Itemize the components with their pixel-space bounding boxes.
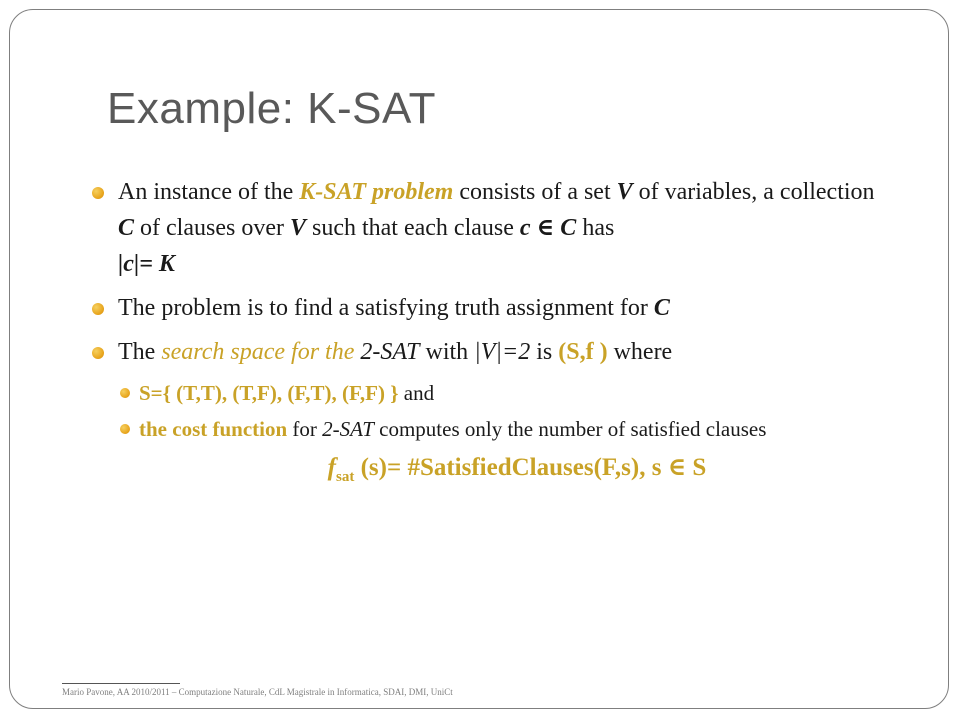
sub-bullet-cost-function — [120, 414, 882, 444]
footer-rule — [62, 683, 180, 684]
text-run: of clauses over — [134, 215, 290, 241]
text-run: has — [576, 215, 615, 241]
clause-membership: c ∈ C — [519, 215, 577, 241]
text-run: with — [419, 339, 475, 365]
text-run: for — [287, 417, 323, 441]
formula-body: (s)= #SatisfiedClauses(F,s), s ∈ S — [354, 454, 707, 481]
search-space-pair: (S,f ) — [558, 339, 608, 365]
slide-content — [92, 174, 882, 495]
clause-size: |c|= K — [118, 251, 175, 277]
slide-title: Example: K-SAT — [107, 84, 436, 133]
search-space-term: search space for the — [161, 339, 361, 365]
formula-subscript: sat — [335, 469, 355, 485]
var-v: V — [289, 215, 306, 241]
var-count: |V|=2 — [474, 339, 531, 365]
var-v: V — [616, 179, 633, 205]
sub-bullet-search-set — [120, 378, 882, 408]
text-run: The problem is to find a satisfying truth assignment for — [118, 295, 654, 321]
text-run: computes only the number of satisfied clauses — [373, 417, 767, 441]
bullet-search-space — [92, 334, 882, 370]
search-set: S={ (T,T), (T,F), (F,T), (F,F) } — [139, 381, 399, 405]
text-run: of variables, a collection — [632, 179, 875, 205]
var-c: C — [653, 295, 670, 321]
var-c: C — [118, 215, 135, 241]
ksat-problem-term: K-SAT problem — [299, 179, 454, 205]
text-run: An instance of the — [118, 179, 300, 205]
text-run: consists of a set — [453, 179, 617, 205]
formula-f: f — [327, 454, 336, 481]
bullet-ksat-definition — [92, 174, 882, 282]
text-run: and — [398, 381, 435, 405]
bullet-problem-statement — [92, 290, 882, 326]
footer-credit: Mario Pavone, AA 2010/2011 – Computazione Naturale, CdL Magistrale in Informatica, SDAI, DMI, UniCt — [62, 687, 453, 697]
cost-formula — [92, 450, 882, 495]
two-sat-term: 2-SAT — [322, 417, 374, 441]
text-run: The — [118, 339, 162, 365]
cost-function-term: the cost function — [139, 417, 288, 441]
text-run: is — [530, 339, 559, 365]
two-sat-term: 2-SAT — [360, 339, 420, 365]
text-run: such that each clause — [305, 215, 520, 241]
text-run: where — [607, 339, 673, 365]
